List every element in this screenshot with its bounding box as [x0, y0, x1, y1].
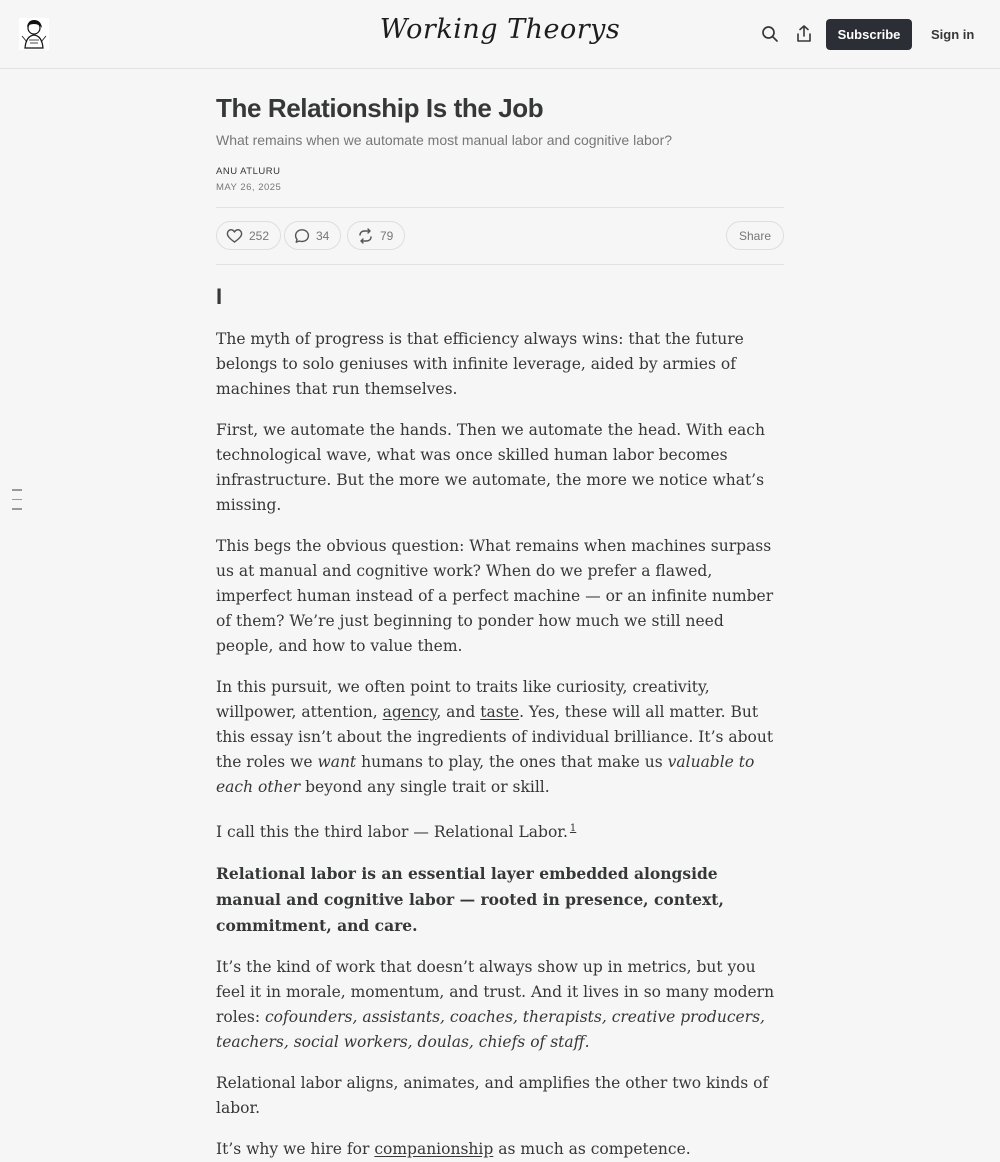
emphasis-text: want	[317, 753, 357, 771]
paragraph	[216, 861, 784, 939]
paragraph-text: humans to play, the ones that make us	[356, 753, 668, 771]
paragraph-text: It’s the kind of work that doesn’t always show up in metrics, but you feel it in morale, momentum, and trust. And it lives in so many modern roles:	[216, 958, 775, 1027]
paragraph: Relational labor aligns, animates, and amplifies the other two kinds of labor.	[216, 1074, 769, 1118]
restack-icon	[357, 228, 374, 244]
search-icon[interactable]	[759, 23, 781, 45]
article	[216, 88, 784, 1162]
paragraph: This begs the obvious question: What remains when machines surpass us at manual and cognitive work? When do we prefer a flawed, imperfect human instead of a perfect machine — or an infinite number of them? We’re just beginning to ponder how much we still need people, and how to value them.	[216, 537, 774, 655]
paragraph-text: as much as competence.	[493, 1140, 691, 1159]
agency-link[interactable]: agency	[382, 703, 437, 721]
sign-in-button[interactable]: Sign in	[926, 19, 979, 50]
post-actions-bar	[216, 207, 784, 265]
taste-link[interactable]: taste	[480, 703, 520, 721]
post-date: MAY 26, 2025	[216, 182, 282, 193]
like-button[interactable]	[216, 221, 281, 250]
paragraph: The myth of progress is that efficiency always wins: that the future belongs to solo geniuses with infinite leverage, aided by armies of machines that run themselves.	[216, 330, 744, 398]
comment-icon	[294, 228, 310, 244]
toc-dash	[12, 499, 22, 501]
share-label: Share	[738, 228, 771, 243]
toc-dash	[12, 489, 22, 491]
paragraph-text: It’s why we hire for	[216, 1140, 375, 1159]
paragraph-text: In this pursuit, we often point to traits like curiosity, creativity, willpower, attention,	[216, 678, 710, 721]
paragraph	[216, 1137, 784, 1162]
post-title: The Relationship Is the Job	[216, 93, 544, 123]
restack-count: 79	[380, 228, 394, 243]
share-icon[interactable]	[793, 23, 815, 45]
top-navigation-bar	[0, 0, 1000, 69]
bold-statement: Relational labor is an essential layer embedded alongside manual and cognitive labor — rooted in presence, context, commitment, and care.	[216, 864, 724, 936]
companionship-link[interactable]: companionship	[374, 1140, 494, 1159]
footnote-link[interactable]: 1	[569, 823, 577, 834]
table-of-contents-toggle[interactable]	[12, 489, 22, 518]
paragraph-text: I call this the third labor — Relational Labor.	[216, 823, 568, 842]
toc-dash	[12, 508, 22, 510]
comment-count: 34	[316, 228, 330, 243]
paragraph	[216, 675, 784, 800]
comment-button[interactable]	[284, 221, 341, 250]
heart-icon	[226, 228, 243, 244]
restack-button[interactable]	[347, 221, 405, 250]
paragraph: First, we automate the hands. Then we automate the head. With each technological wave, what was once skilled human labor becomes infrastructure. But the more we automate, the more we notice what’s missing.	[216, 421, 765, 514]
paragraph-text: , and	[436, 703, 481, 721]
emphasis-text: valuable to each other	[216, 753, 755, 796]
section-heading: I	[216, 284, 223, 309]
like-count: 252	[249, 228, 270, 243]
author-name[interactable]: ANU ATLURU	[216, 166, 281, 177]
paragraph-text: beyond any single trait or skill.	[300, 778, 550, 796]
publication-title[interactable]: Working Theorys	[379, 14, 621, 45]
paragraph	[216, 955, 784, 1055]
share-button[interactable]	[726, 221, 784, 250]
paragraph	[216, 816, 784, 845]
paragraph-text: . Yes, these will all matter. But this essay isn’t about the ingredients of individual brilliance. It’s about the roles we	[216, 703, 774, 771]
post-subtitle: What remains when we automate most manual labor and cognitive labor?	[216, 132, 673, 148]
subscribe-button[interactable]: Subscribe	[826, 19, 912, 50]
emphasis-text: cofounders, assistants, coaches, therapists, creative producers, teachers, social workers, doulas, chiefs of staff.	[216, 1008, 765, 1052]
